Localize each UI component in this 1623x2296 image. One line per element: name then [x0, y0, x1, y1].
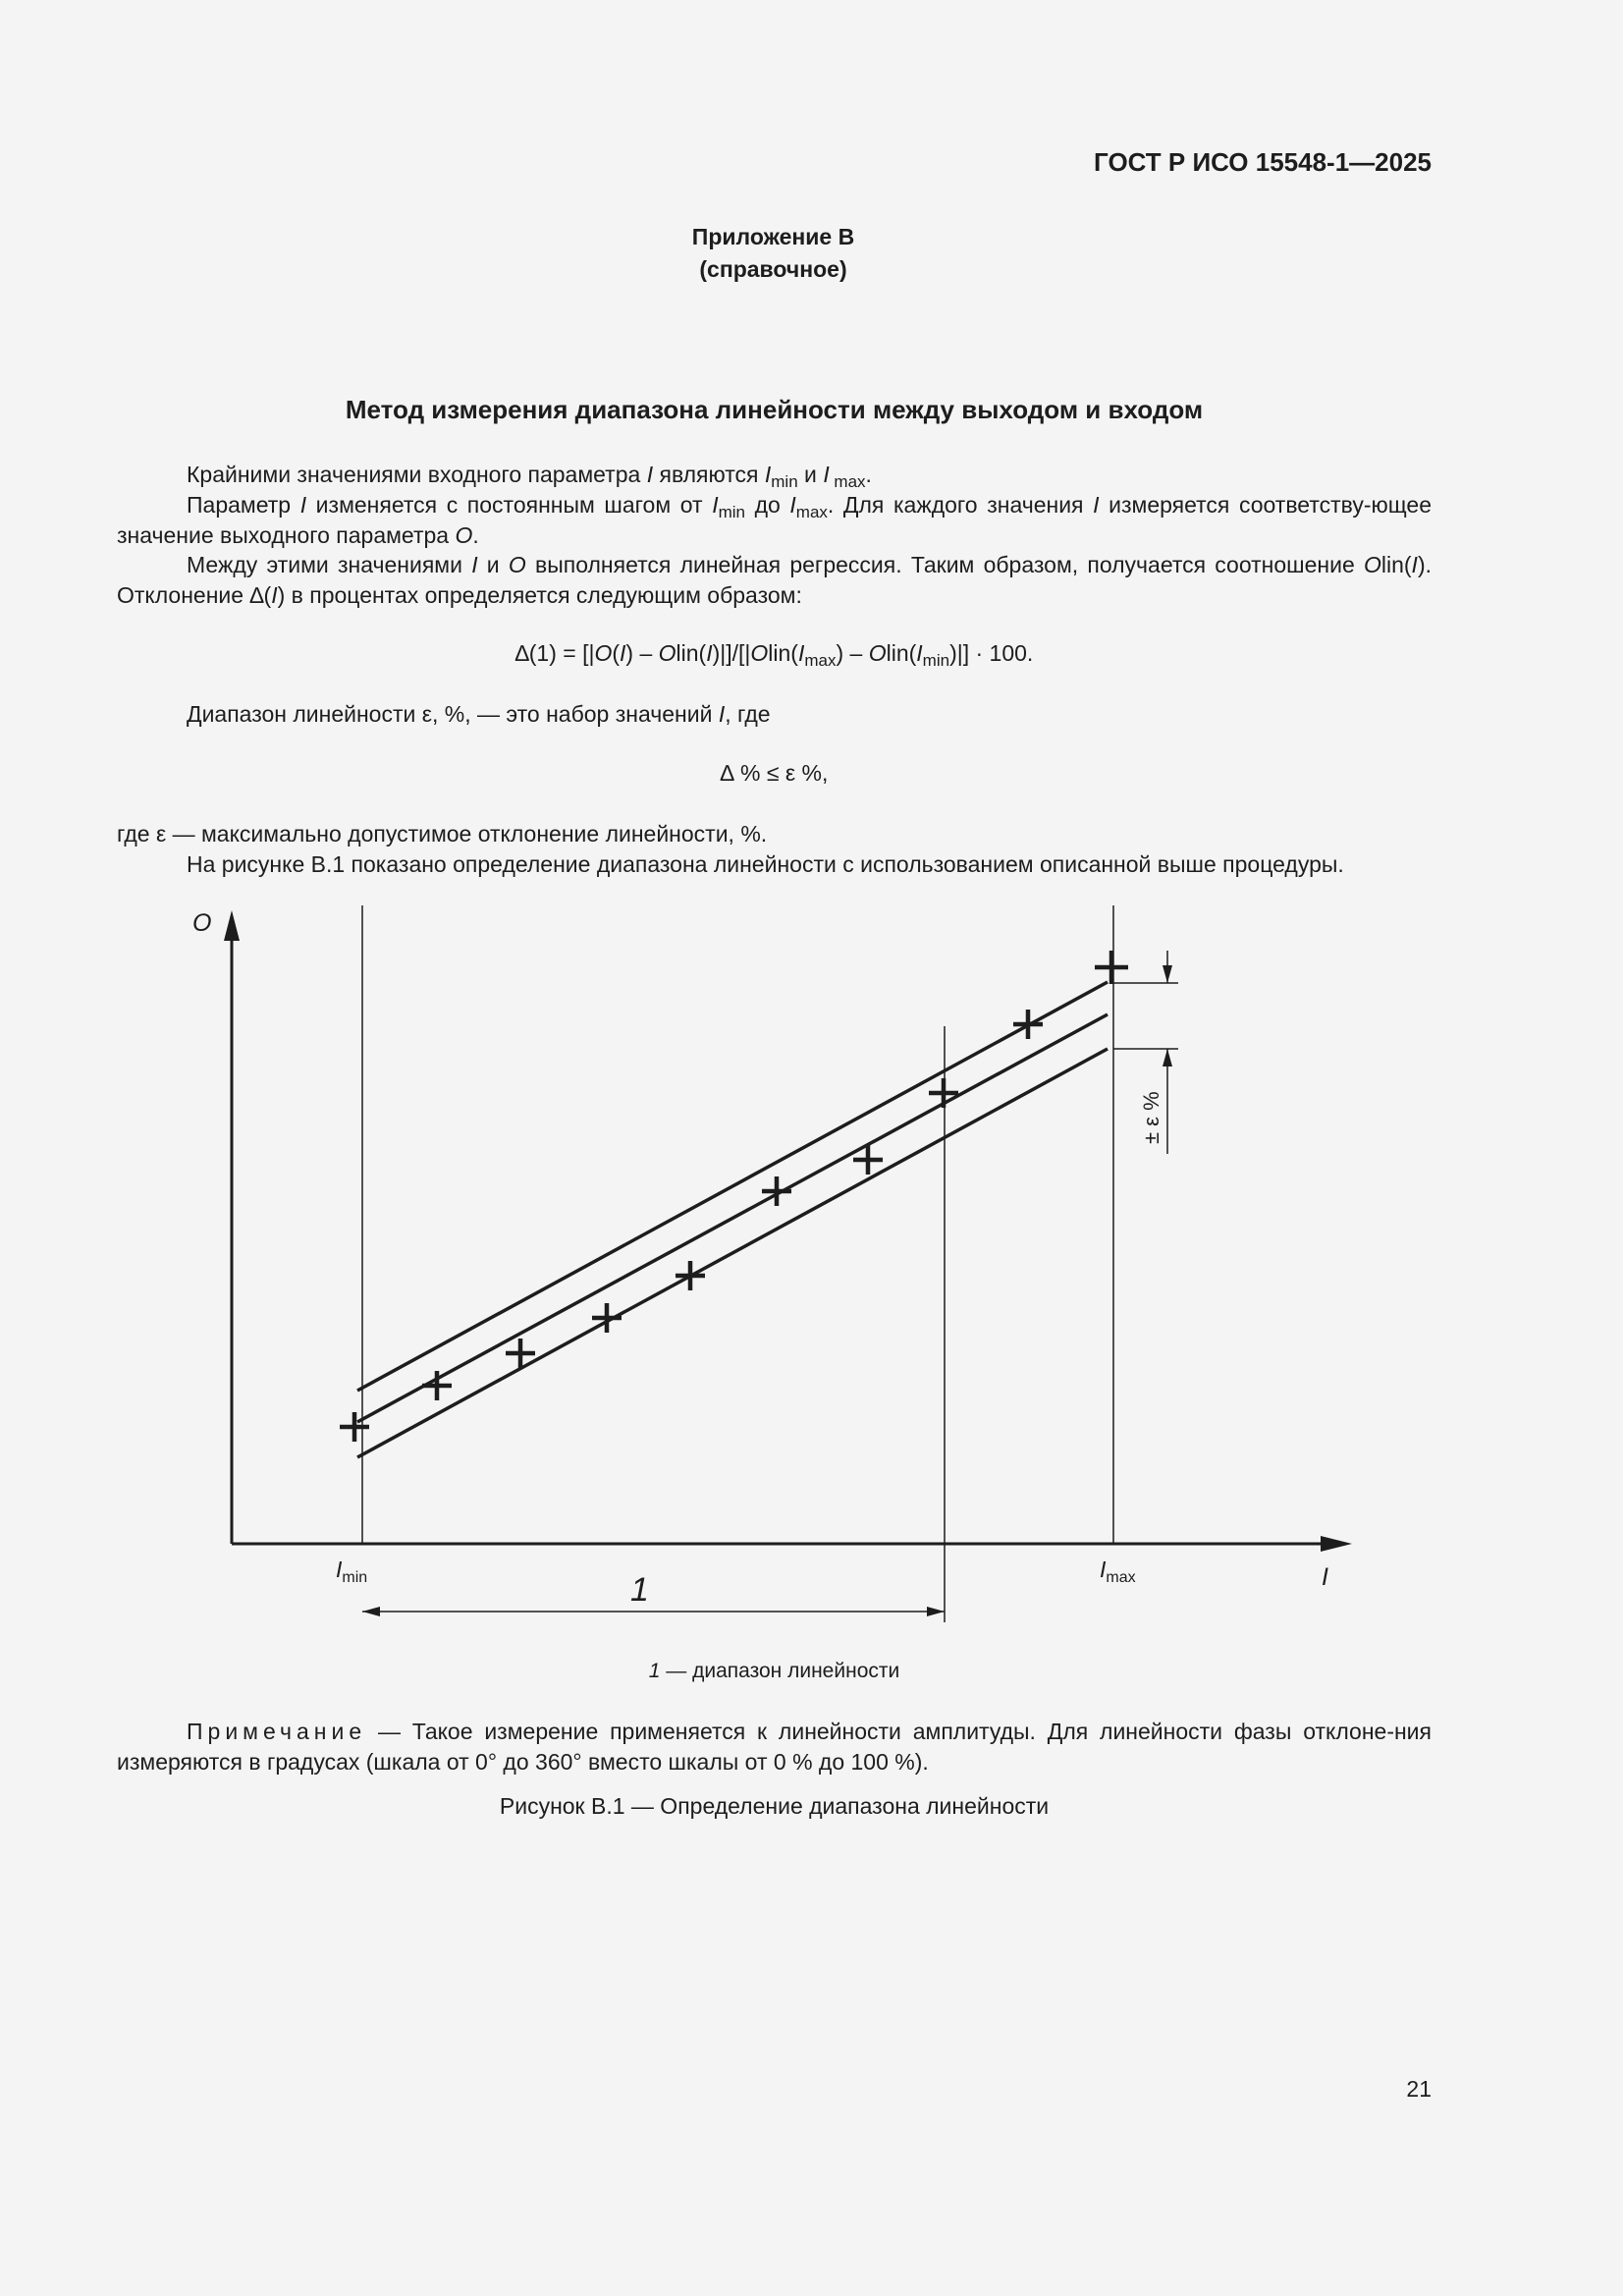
- section-title: Метод измерения диапазона линейности между выходом и входом: [345, 395, 1204, 424]
- document-id: ГОСТ Р ИСО 15548-1—2025: [1094, 147, 1432, 177]
- paragraph-4: Диапазон линейности ε, %, — это набор значений I, где: [187, 701, 771, 727]
- y-axis-label: O: [192, 909, 212, 937]
- paragraph-1: Крайними значениями входного параметра I являются $I_{min}$ и I $_{max}$.: [187, 462, 872, 491]
- eps-arrow-bottom: [1163, 1049, 1172, 1066]
- y-axis-arrow: [224, 910, 240, 941]
- formula-deviation: $\Delta(1) = [|O(I) - Olin(I)|]/[|Olin(I_{max})$ – $Olin(I_{min})|] \cdot 100$.: [514, 640, 1034, 670]
- range-arrow-left: [362, 1607, 380, 1616]
- page-number: 21: [1406, 2076, 1432, 2102]
- figure-legend: 1 — диапазон линейности: [648, 1660, 900, 1682]
- measurement-point: [676, 1261, 705, 1290]
- note-label: Примечание: [187, 1719, 367, 1744]
- measurement-point: [1013, 1010, 1043, 1039]
- measurement-point: [1095, 951, 1128, 984]
- eps-arrow-top: [1163, 965, 1172, 983]
- upper-tolerance-line: [357, 982, 1108, 1391]
- paragraph-2: Параметр I изменяется с постоянным шагом от $I_{min}$ до $I_{max}$. Для каждого значения I измеряется соответству-ющее значение выходного параметра O.: [117, 492, 1433, 548]
- eps-label: ± ε %: [1139, 1091, 1163, 1144]
- paragraph-6: На рисунке В.1 показано определение диапазона линейности с использованием описанной выше процедуры.: [187, 851, 1344, 877]
- imin-label: $I_{min}$: [336, 1557, 368, 1586]
- appendix-subtitle: (справочное): [699, 256, 847, 282]
- figure-caption: Рисунок В.1 — Определение диапазона линейности: [499, 1793, 1050, 1819]
- paragraph-3: Между этими значениями I и O выполняется линейная регрессия. Таким образом, получается соотношение Olin(I). Отклонение ∆(I) в процентах определяется следующим образом:: [117, 552, 1432, 608]
- x-axis-label: I: [1322, 1563, 1328, 1591]
- measurement-point: [929, 1078, 958, 1108]
- range-arrow-right: [927, 1607, 945, 1616]
- range-label: 1: [630, 1571, 649, 1609]
- formula-epsilon: ∆ % ≤ ε %,: [720, 760, 829, 786]
- appendix-title: Приложение В: [691, 224, 855, 249]
- lower-tolerance-line: [357, 1049, 1108, 1457]
- note: Примечание — Такое измерение применяется к линейности амплитуды. Для линейности фазы отклоне-ния измеряются в градусах (шкала от 0° до 360° вместо шкалы от 0 % до 100 %).: [117, 1719, 1432, 1775]
- x-axis-arrow: [1321, 1536, 1352, 1552]
- imax-label: $I_{max}$: [1100, 1557, 1136, 1586]
- paragraph-5: где ε — максимально допустимое отклонение линейности, %.: [117, 821, 768, 847]
- regression-line: [357, 1014, 1108, 1422]
- measurement-point: [422, 1371, 452, 1400]
